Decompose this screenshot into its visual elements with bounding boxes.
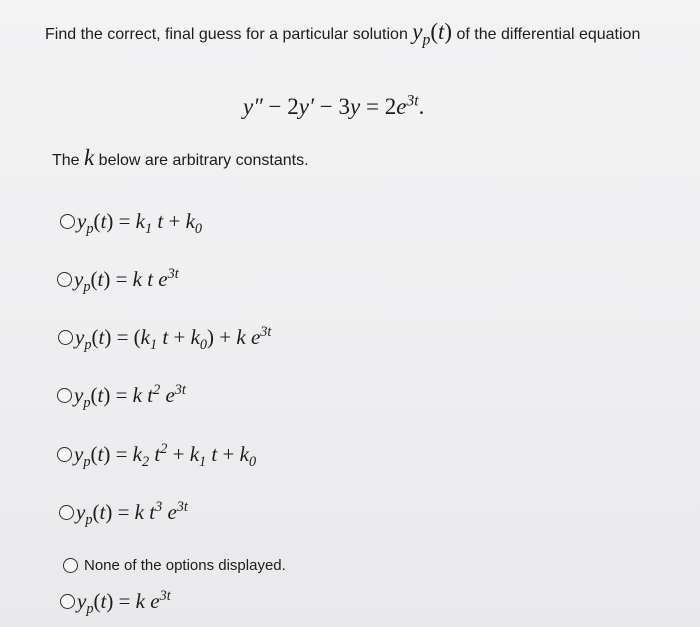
radio-button[interactable]	[58, 330, 73, 345]
radio-button[interactable]	[60, 594, 75, 609]
differential-equation: $y'' - 2y' - 3y = 2e^{3t}$.	[243, 92, 425, 119]
radio-button[interactable]	[63, 558, 78, 573]
option-label: $y_p(t) = k_1$ $t + k_0$	[77, 209, 203, 238]
option-label: $y_p(t) = (k_1$ $t + k_0) + k$ $e^{3t}$	[75, 324, 272, 354]
option-8[interactable]	[60, 588, 171, 618]
constants-note	[52, 145, 309, 171]
option-2[interactable]	[57, 266, 179, 296]
radio-button[interactable]	[57, 447, 72, 462]
radio-button[interactable]	[57, 388, 72, 403]
question-text	[45, 18, 665, 48]
note-symbol: k	[84, 145, 95, 170]
question-suffix: of the differential equation	[452, 26, 641, 43]
option-5[interactable]	[57, 441, 257, 471]
option-label: $y_p(t) = k$ $e^{3t}$	[77, 588, 171, 618]
option-label: $y_p(t) = k$ $t^2$ $e^{3t}$	[74, 382, 186, 412]
note-prefix: The	[52, 152, 85, 169]
radio-button[interactable]	[60, 214, 75, 229]
question-symbol: $y_p(t)$	[412, 19, 453, 49]
option-label: $y_p(t) = k_2$ $t^2 + k_1$ $t + k_0$	[74, 441, 257, 471]
radio-button[interactable]	[59, 505, 74, 520]
option-7[interactable]	[63, 557, 286, 574]
option-label: None of the options displayed.	[84, 557, 286, 574]
option-4[interactable]	[57, 382, 186, 412]
option-label: $y_p(t) = k$ $t^3$ $e^{3t}$	[76, 499, 188, 529]
option-label: $y_p(t) = k$ t $e^{3t}$	[74, 266, 179, 296]
option-1[interactable]	[60, 209, 203, 238]
radio-button[interactable]	[57, 272, 72, 287]
option-3[interactable]	[58, 324, 272, 354]
note-suffix: below are arbitrary constants.	[94, 152, 309, 169]
option-6[interactable]	[59, 499, 188, 529]
question-prefix: Find the correct, final guess for a particular solution	[45, 26, 413, 43]
